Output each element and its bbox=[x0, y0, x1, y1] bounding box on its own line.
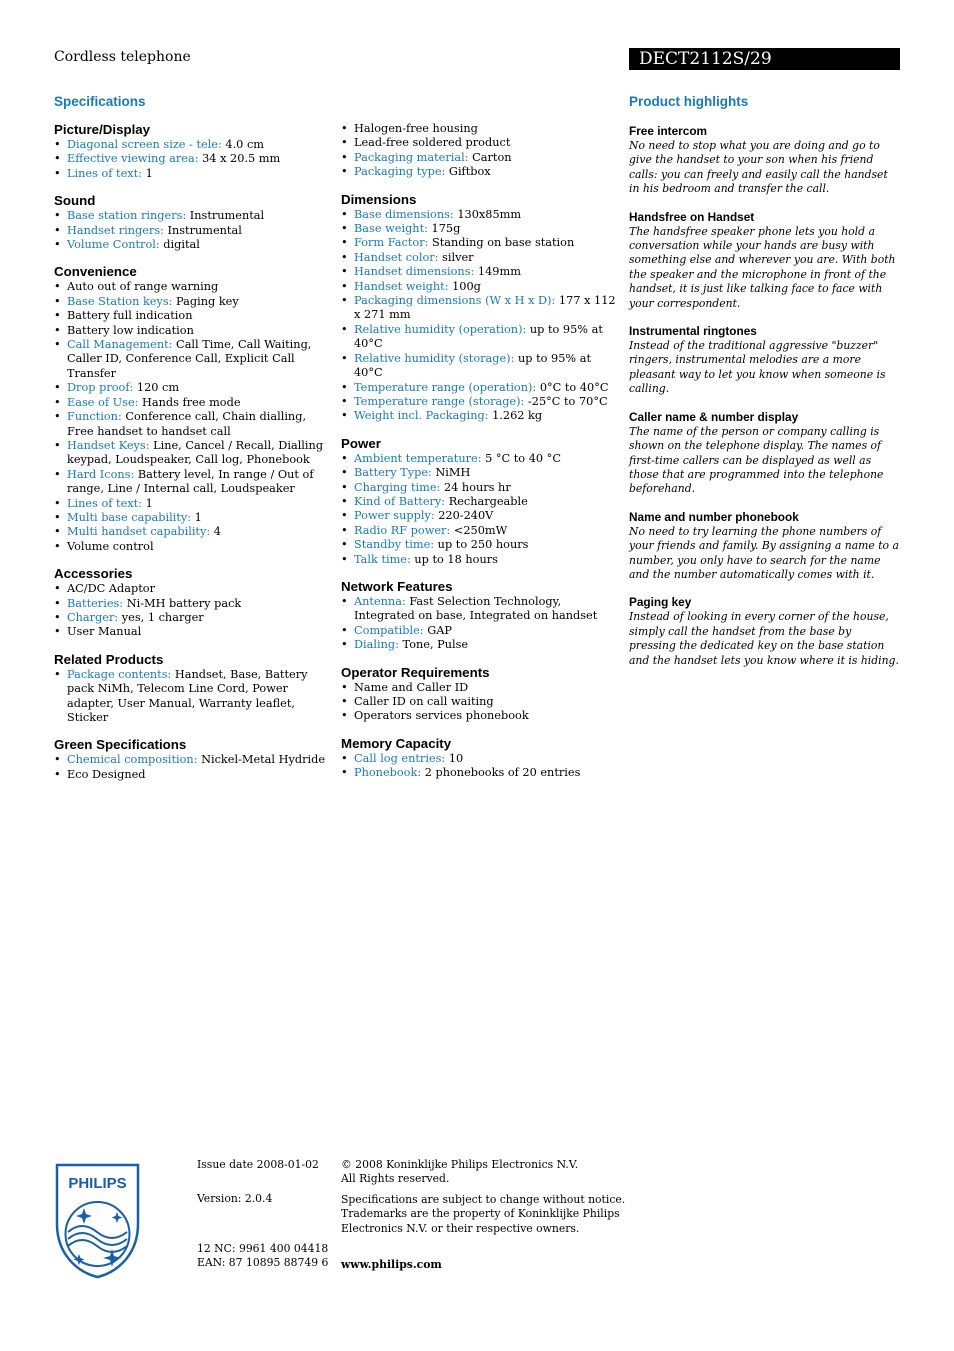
spec-key: Dialing: bbox=[354, 638, 399, 652]
spec-item bbox=[54, 582, 329, 596]
spec-value: yes, 1 charger bbox=[118, 610, 204, 624]
spec-value: 1 bbox=[191, 510, 202, 524]
spec-item bbox=[54, 668, 329, 726]
spec-key: Ease of Use: bbox=[67, 395, 139, 409]
spec-value: 220-240V bbox=[434, 509, 494, 523]
spec-group-title: Green Specifications bbox=[54, 737, 187, 753]
spec-key: Handset Keys: bbox=[67, 438, 150, 452]
spec-value: AC/DC Adaptor bbox=[67, 582, 155, 596]
highlight-title: Name and number phonebook bbox=[629, 509, 799, 524]
footer-legal bbox=[341, 1158, 625, 1272]
spec-group-title: Network Features bbox=[341, 578, 453, 594]
spec-value: 24 hours hr bbox=[440, 480, 511, 494]
spec-item bbox=[341, 294, 616, 323]
spec-item bbox=[54, 439, 329, 468]
spec-value: up to 250 hours bbox=[434, 538, 529, 552]
spec-value: Conference call, Chain dialling, Free handset to handset call bbox=[67, 410, 307, 438]
spec-item bbox=[341, 553, 616, 567]
spec-value: 149mm bbox=[474, 265, 521, 279]
spec-list bbox=[341, 752, 616, 781]
spec-value: Caller ID on call waiting bbox=[354, 695, 494, 708]
spec-key: Packaging dimensions (W x H x D): bbox=[354, 294, 556, 308]
spec-key: Lines of text: bbox=[67, 496, 142, 510]
spec-item bbox=[341, 709, 616, 723]
spec-value: Battery level, In range / Out of range, Line / Internal call, Loudspeaker bbox=[67, 467, 314, 496]
spec-group-title: Related Products bbox=[54, 651, 164, 667]
spec-item bbox=[341, 236, 616, 250]
spec-key: Ambient temperature: bbox=[354, 451, 482, 465]
spec-list bbox=[341, 208, 616, 424]
spec-item bbox=[341, 352, 616, 381]
spec-key: Effective viewing area: bbox=[67, 152, 199, 166]
spec-item bbox=[341, 481, 616, 495]
model-number: DECT2112S/29 bbox=[629, 48, 900, 70]
spec-key: Volume Control: bbox=[67, 238, 160, 252]
spec-value: 177 x 112 x 271 mm bbox=[354, 294, 616, 322]
spec-key: Hard Icons: bbox=[67, 467, 135, 481]
spec-item bbox=[54, 511, 329, 525]
notice-line-3: Electronics N.V. or their respective owners. bbox=[341, 1221, 580, 1235]
highlight-title: Caller name & number display bbox=[629, 409, 799, 424]
spec-key: Handset ringers: bbox=[67, 223, 164, 237]
spec-value: Fast Selection Technology, Integrated on base, Integrated on handset bbox=[354, 594, 598, 623]
spec-item bbox=[341, 165, 616, 179]
spec-item bbox=[341, 595, 616, 624]
spec-column-left bbox=[54, 122, 329, 782]
spec-key: Relative humidity (storage): bbox=[354, 351, 515, 365]
spec-group-title: Dimensions bbox=[341, 191, 417, 207]
spec-value: 10 bbox=[445, 751, 464, 765]
spec-key: Base Station keys: bbox=[67, 294, 173, 308]
spec-key: Battery Type: bbox=[354, 466, 432, 480]
spec-key: Relative humidity (operation): bbox=[354, 322, 527, 336]
spec-list bbox=[54, 582, 329, 640]
spec-item bbox=[54, 295, 329, 309]
spec-item bbox=[341, 466, 616, 480]
spec-item bbox=[54, 768, 329, 782]
spec-value: Ni-MH battery pack bbox=[123, 596, 242, 610]
spec-value: Carton bbox=[468, 150, 512, 164]
spec-value: silver bbox=[438, 250, 474, 264]
spec-item bbox=[341, 381, 616, 395]
spec-value: 34 x 20.5 mm bbox=[198, 152, 281, 166]
spec-value: Eco Designed bbox=[67, 767, 146, 781]
spec-value: 1 bbox=[141, 496, 153, 510]
spec-key: Call log entries: bbox=[354, 751, 446, 765]
spec-item bbox=[341, 251, 616, 265]
spec-column-middle bbox=[341, 122, 616, 781]
spec-group-title: Sound bbox=[54, 193, 96, 209]
spec-value: up to 18 hours bbox=[410, 552, 498, 566]
spec-value: Hands free mode bbox=[138, 395, 241, 409]
spec-item bbox=[341, 524, 616, 538]
rights-line: All Rights reserved. bbox=[341, 1172, 450, 1186]
spec-item bbox=[54, 381, 329, 395]
highlight-item bbox=[629, 510, 901, 583]
spec-value: Standing on base station bbox=[428, 236, 575, 250]
website-link[interactable]: www.philips.com bbox=[341, 1258, 442, 1272]
spec-key: Multi base capability: bbox=[67, 510, 192, 524]
spec-item bbox=[341, 280, 616, 294]
highlight-title: Instrumental ringtones bbox=[629, 324, 757, 339]
spec-value: Instrumental bbox=[186, 209, 265, 223]
highlights-column bbox=[629, 124, 901, 681]
spec-item bbox=[341, 752, 616, 766]
spec-key: Charging time: bbox=[354, 480, 441, 494]
spec-item bbox=[341, 395, 616, 409]
spec-item bbox=[341, 766, 616, 780]
spec-value: Rechargeable bbox=[445, 494, 528, 508]
spec-value: 4 bbox=[210, 525, 221, 539]
spec-value: Instrumental bbox=[163, 223, 242, 237]
spec-value: -25°C to 70°C bbox=[524, 394, 608, 408]
spec-item bbox=[341, 624, 616, 638]
spec-value: Lead-free soldered product bbox=[354, 136, 511, 150]
spec-group-title: Picture/Display bbox=[54, 122, 151, 137]
highlight-item bbox=[629, 410, 901, 497]
spec-value: Battery full indication bbox=[67, 309, 193, 323]
spec-item bbox=[341, 695, 616, 709]
spec-value: Tone, Pulse bbox=[398, 638, 469, 652]
spec-value: up to 95% at 40°C bbox=[354, 322, 603, 351]
spec-key: Package contents: bbox=[67, 667, 172, 681]
spec-item bbox=[54, 597, 329, 611]
spec-item bbox=[341, 222, 616, 236]
highlights-heading: Product highlights bbox=[629, 94, 749, 109]
spec-item bbox=[341, 638, 616, 652]
spec-item bbox=[54, 396, 329, 410]
highlight-item bbox=[629, 210, 901, 311]
spec-value: Handset, Base, Battery pack NiMh, Telecom Line Cord, Power adapter, User Manual, Warranty leaflet, Sticker bbox=[67, 667, 308, 724]
spec-item bbox=[341, 151, 616, 165]
spec-key: Handset color: bbox=[354, 250, 439, 264]
notice-line-1: Specifications are subject to change without notice. bbox=[341, 1192, 626, 1206]
spec-value: Paging key bbox=[172, 294, 239, 308]
ean-number: EAN: 87 10895 88749 6 bbox=[197, 1256, 329, 1270]
highlight-text: Instead of the traditional aggressive "buzzer" ringers, instrumental melodies are a more pleasant way to let you know when someone is calling. bbox=[629, 339, 886, 396]
spec-value: Nickel-Metal Hydride bbox=[197, 753, 326, 767]
spec-value: 4.0 cm bbox=[221, 138, 264, 151]
highlight-item bbox=[629, 124, 901, 197]
spec-item bbox=[54, 138, 329, 152]
spec-value: 175g bbox=[427, 222, 461, 236]
notice-line-2: Trademarks are the property of Koninklijke Philips bbox=[341, 1207, 620, 1221]
spec-item bbox=[54, 324, 329, 338]
spec-list bbox=[54, 138, 329, 181]
spec-group-title: Operator Requirements bbox=[341, 664, 490, 680]
spec-list bbox=[54, 668, 329, 726]
spec-key: Drop proof: bbox=[67, 381, 134, 395]
spec-item bbox=[341, 208, 616, 222]
spec-key: Batteries: bbox=[67, 596, 124, 610]
highlight-item bbox=[629, 595, 901, 668]
issue-date: Issue date 2008-01-02 bbox=[197, 1158, 319, 1171]
spec-key: Talk time: bbox=[354, 552, 411, 566]
spec-item bbox=[54, 540, 329, 554]
spec-value: Auto out of range warning bbox=[67, 280, 219, 294]
spec-value: Giftbox bbox=[445, 165, 491, 179]
spec-list bbox=[54, 209, 329, 252]
spec-value: up to 95% at 40°C bbox=[354, 351, 592, 380]
spec-key: Phonebook: bbox=[354, 766, 422, 780]
highlight-title: Free intercom bbox=[629, 124, 708, 138]
spec-value: Halogen-free housing bbox=[354, 122, 478, 135]
copyright-line: © 2008 Koninklijke Philips Electronics N.V. bbox=[341, 1158, 579, 1171]
spec-item bbox=[54, 468, 329, 497]
highlight-title: Paging key bbox=[629, 595, 692, 610]
spec-item bbox=[54, 152, 329, 166]
spec-group-title: Accessories bbox=[54, 566, 133, 582]
spec-value: Line, Cancel / Recall, Dialling keypad, Loudspeaker, Call log, Phonebook bbox=[67, 438, 324, 467]
spec-key: Standby time: bbox=[354, 538, 435, 552]
spec-key: Kind of Battery: bbox=[354, 494, 446, 508]
spec-item bbox=[54, 224, 329, 238]
spec-item bbox=[341, 538, 616, 552]
spec-value: digital bbox=[159, 238, 200, 252]
spec-key: Charger: bbox=[67, 610, 119, 624]
spec-key: Base weight: bbox=[354, 222, 428, 236]
spec-item bbox=[341, 265, 616, 279]
logo-text: PHILIPS bbox=[68, 1175, 127, 1192]
spec-item bbox=[341, 452, 616, 466]
spec-key: Handset dimensions: bbox=[354, 265, 475, 279]
nc-number: 12 NC: 9961 400 04418 bbox=[197, 1241, 329, 1255]
spec-key: Form Factor: bbox=[354, 236, 429, 250]
spec-list bbox=[341, 122, 616, 180]
spec-value: 1 bbox=[141, 166, 153, 180]
spec-value: NiMH bbox=[431, 466, 471, 480]
spec-key: Base station ringers: bbox=[67, 209, 187, 223]
spec-key: Packaging material: bbox=[354, 150, 469, 164]
highlight-text: No need to try learning the phone numbers of your friends and family. By assigning a name to a number, you only have to search for the name and the number automatically comes with it. bbox=[629, 524, 899, 581]
spec-item bbox=[54, 625, 329, 639]
spec-item bbox=[54, 611, 329, 625]
spec-key: Lines of text: bbox=[67, 166, 142, 180]
spec-item bbox=[54, 497, 329, 511]
spec-value: 5 °C to 40 °C bbox=[481, 451, 561, 465]
spec-value: Operators services phonebook bbox=[354, 709, 529, 723]
spec-group-title: Power bbox=[341, 435, 381, 451]
highlight-item bbox=[629, 324, 901, 397]
spec-value: 2 phonebooks of 20 entries bbox=[421, 766, 581, 780]
spec-value: GAP bbox=[423, 623, 452, 637]
spec-key: Weight incl. Packaging: bbox=[354, 409, 489, 423]
spec-item bbox=[341, 495, 616, 509]
spec-item bbox=[54, 309, 329, 323]
spec-item bbox=[341, 136, 616, 150]
philips-shield-logo bbox=[54, 1162, 141, 1279]
spec-key: Power supply: bbox=[354, 509, 435, 523]
specifications-heading: Specifications bbox=[54, 94, 146, 109]
spec-item bbox=[54, 209, 329, 223]
spec-value: Name and Caller ID bbox=[354, 680, 469, 694]
spec-list bbox=[341, 595, 616, 653]
spec-item bbox=[54, 338, 329, 381]
highlight-title: Handsfree on Handset bbox=[629, 209, 755, 224]
spec-key: Temperature range (operation): bbox=[354, 380, 537, 394]
highlight-text: The name of the person or company calling is shown on the telephone display. The names of first-time callers can be displayed as well as those that are programmed into the telephone beforehand. bbox=[629, 424, 884, 496]
spec-key: Temperature range (storage): bbox=[354, 394, 525, 408]
spec-value: Volume control bbox=[67, 539, 154, 553]
spec-key: Handset weight: bbox=[354, 279, 449, 293]
spec-key: Compatible: bbox=[354, 623, 424, 637]
highlight-text: The handsfree speaker phone lets you hold a conversation while your hands are busy with something else and wherever you are. With both the speaker and the microphone in front of the handset, it is just like talking face to face with your correspondent. bbox=[629, 224, 896, 310]
spec-list bbox=[341, 452, 616, 567]
spec-item bbox=[54, 525, 329, 539]
spec-item bbox=[341, 681, 616, 695]
version: Version: 2.0.4 bbox=[197, 1192, 273, 1206]
spec-key: Antenna: bbox=[354, 594, 406, 608]
spec-value: 0°C to 40°C bbox=[536, 380, 609, 394]
spec-list bbox=[341, 681, 616, 724]
spec-key: Multi handset capability: bbox=[67, 525, 211, 539]
spec-item bbox=[341, 323, 616, 352]
spec-value: 120 cm bbox=[133, 381, 180, 395]
spec-key: Radio RF power: bbox=[354, 523, 451, 537]
spec-key: Base dimensions: bbox=[354, 207, 454, 221]
spec-value: 130x85mm bbox=[453, 207, 522, 221]
spec-item bbox=[54, 753, 329, 767]
spec-key: Function: bbox=[67, 410, 122, 424]
spec-value: User Manual bbox=[67, 625, 142, 639]
spec-value: 1.262 kg bbox=[488, 409, 543, 423]
footer-meta bbox=[197, 1158, 328, 1271]
spec-item bbox=[341, 122, 616, 136]
spec-value: <250mW bbox=[450, 523, 508, 537]
spec-value: Battery low indication bbox=[67, 323, 194, 337]
spec-value: 100g bbox=[448, 279, 481, 293]
product-type: Cordless telephone bbox=[54, 49, 191, 65]
spec-item bbox=[54, 238, 329, 252]
highlight-text: Instead of looking in every corner of the house, simply call the handset from the base by pressing the dedicated key on the base station and the handset lets you know where it is hiding. bbox=[629, 610, 899, 667]
spec-item bbox=[54, 410, 329, 439]
spec-group-title: Memory Capacity bbox=[341, 735, 452, 751]
spec-value: Call Time, Call Waiting, Caller ID, Conference Call, Explicit Call Transfer bbox=[67, 338, 312, 380]
spec-key: Diagonal screen size - tele: bbox=[67, 138, 222, 151]
spec-key: Call Management: bbox=[67, 338, 173, 352]
spec-key: Packaging type: bbox=[354, 165, 446, 179]
spec-list bbox=[54, 753, 329, 782]
spec-item bbox=[54, 280, 329, 294]
spec-item bbox=[341, 409, 616, 423]
highlight-text: No need to stop what you are doing and go to give the handset to your son when his friend calls: you can freely and easily call the handset in his bedroom and transfer the call. bbox=[629, 139, 888, 196]
spec-item bbox=[341, 509, 616, 523]
spec-item bbox=[54, 167, 329, 181]
spec-list bbox=[54, 280, 329, 554]
spec-group-title: Convenience bbox=[54, 264, 137, 280]
spec-key: Chemical composition: bbox=[67, 753, 198, 767]
